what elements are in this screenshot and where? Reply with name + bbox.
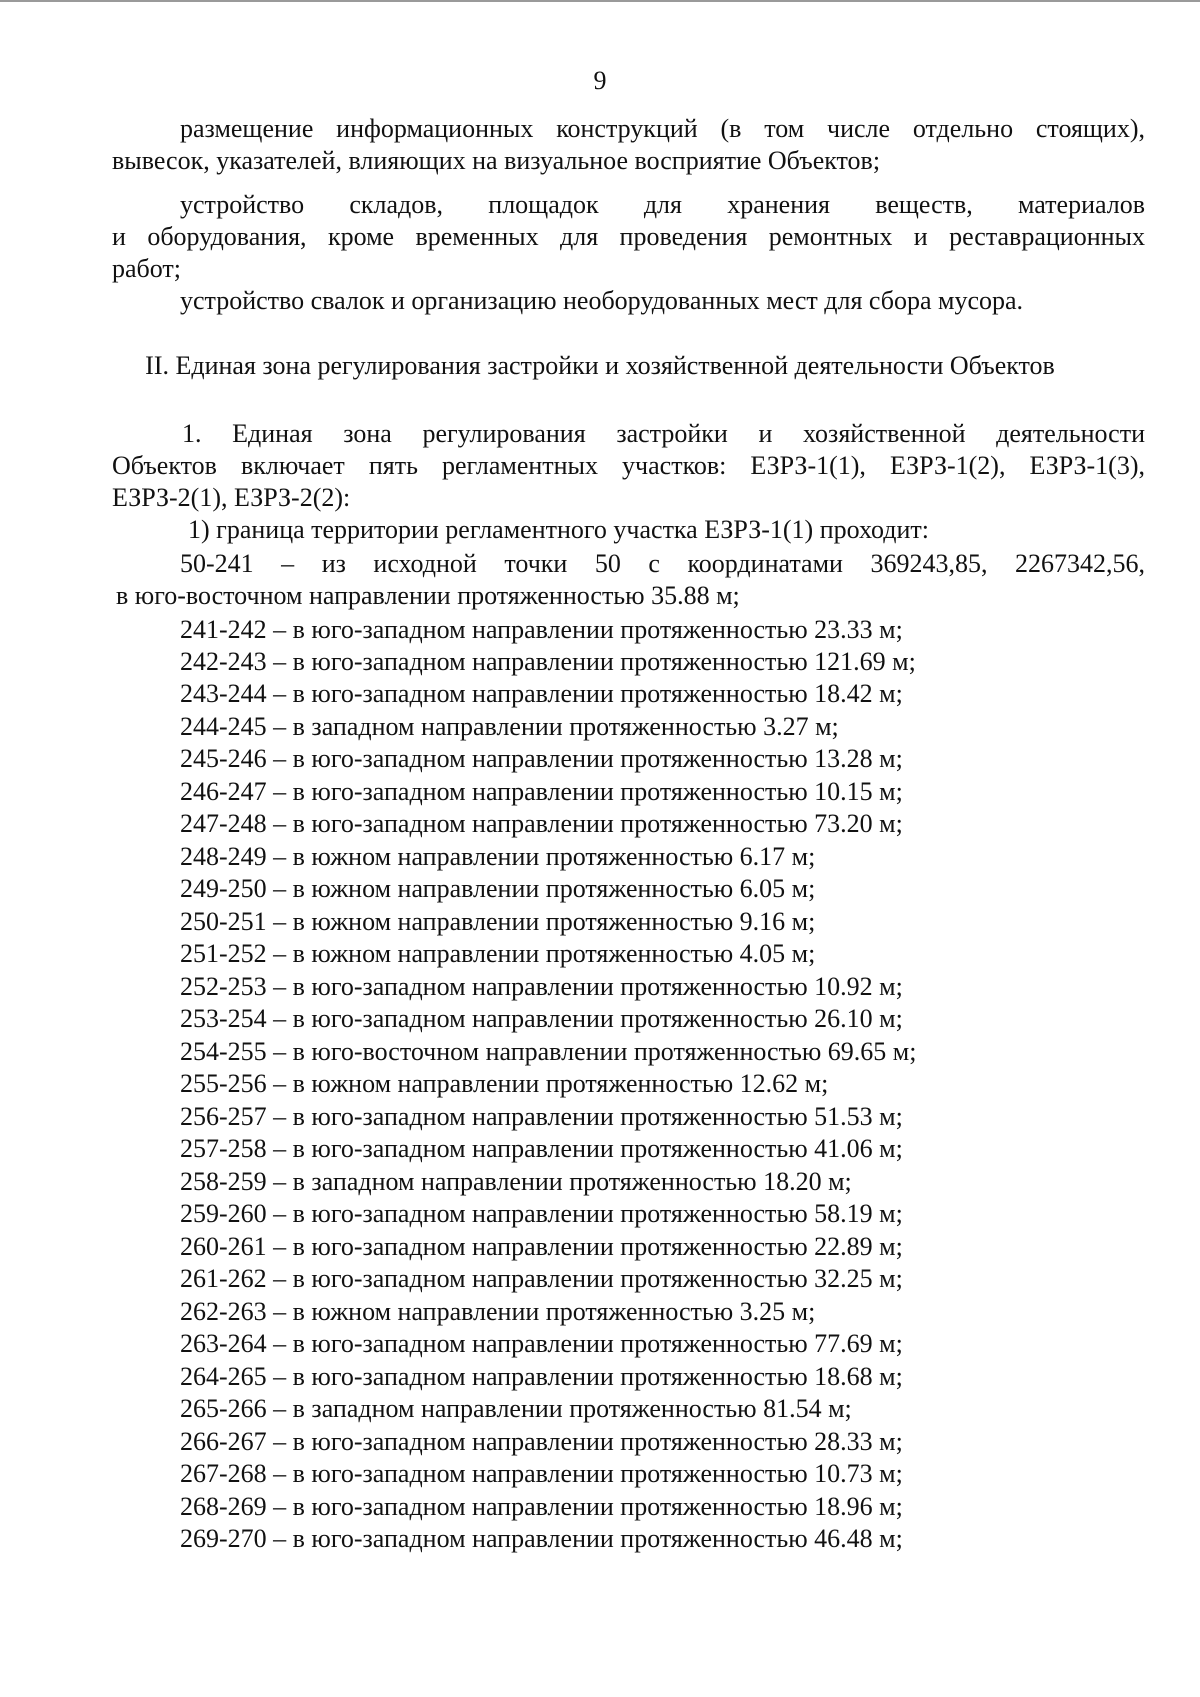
segment-line: 258-259 – в западном направлении протяженностью 18.20 м; — [180, 1167, 852, 1196]
segment-line: 255-256 – в южном направлении протяженностью 12.62 м; — [180, 1069, 829, 1098]
segment-line: 269-270 – в юго-западном направлении протяженностью 46.48 м; — [180, 1524, 903, 1553]
segment-line: 244-245 – в западном направлении протяженностью 3.27 м; — [180, 712, 839, 741]
segment-line: 268-269 – в юго-западном направлении протяженностью 18.96 м; — [180, 1492, 903, 1521]
intro-line: размещение информационных конструкций (в том числе отдельно стоящих), — [180, 114, 1145, 143]
segment-line: 252-253 – в юго-западном направлении протяженностью 10.92 м; — [180, 972, 903, 1001]
segment-line: 260-261 – в юго-западном направлении протяженностью 22.89 м; — [180, 1232, 903, 1261]
segment-line: 250-251 – в южном направлении протяженностью 9.16 м; — [180, 907, 816, 936]
segment-line: 245-246 – в юго-западном направлении протяженностью 13.28 м; — [180, 744, 903, 773]
intro-line: и оборудования, кроме временных для проведения ремонтных и реставрационных — [112, 222, 1145, 251]
page-number: 9 — [593, 66, 607, 95]
section-heading: II. Единая зона регулирования застройки и хозяйственной деятельности Объектов — [145, 351, 1055, 380]
segment-line: 241-242 – в юго-западном направлении протяженностью 23.33 м; — [180, 615, 903, 644]
segment-line: 242-243 – в юго-западном направлении протяженностью 121.69 м; — [180, 647, 916, 676]
paragraph-line: 1. Единая зона регулирования застройки и хозяйственной деятельности — [182, 419, 1145, 448]
paragraph-line: 50-241 – из исходной точки 50 с координатами 369243,85, 2267342,56, — [180, 549, 1145, 578]
segment-line: 251-252 – в южном направлении протяженностью 4.05 м; — [180, 939, 816, 968]
paragraph-line: в юго-восточном направлении протяженностью 35.88 м; — [116, 581, 740, 610]
segment-line: 262-263 – в южном направлении протяженностью 3.25 м; — [180, 1297, 816, 1326]
segment-line: 247-248 – в юго-западном направлении протяженностью 73.20 м; — [180, 809, 903, 838]
segment-line: 259-260 – в юго-западном направлении протяженностью 58.19 м; — [180, 1199, 903, 1228]
intro-line: работ; — [112, 254, 182, 283]
segment-line: 256-257 – в юго-западном направлении протяженностью 51.53 м; — [180, 1102, 903, 1131]
paragraph-line: Объектов включает пять регламентных участков: ЕЗРЗ-1(1), ЕЗРЗ-1(2), ЕЗРЗ-1(3), — [112, 451, 1145, 480]
scan-edge-line — [0, 0, 1200, 2]
intro-line: устройство свалок и организацию необорудованных мест для сбора мусора. — [180, 286, 1024, 315]
segment-line: 254-255 – в юго-восточном направлении протяженностью 69.65 м; — [180, 1037, 917, 1066]
segment-line: 257-258 – в юго-западном направлении протяженностью 41.06 м; — [180, 1134, 903, 1163]
segment-line: 263-264 – в юго-западном направлении протяженностью 77.69 м; — [180, 1329, 903, 1358]
segment-line: 249-250 – в южном направлении протяженностью 6.05 м; — [180, 874, 816, 903]
segment-line: 253-254 – в юго-западном направлении протяженностью 26.10 м; — [180, 1004, 903, 1033]
segment-line: 243-244 – в юго-западном направлении протяженностью 18.42 м; — [180, 679, 903, 708]
segment-line: 267-268 – в юго-западном направлении протяженностью 10.73 м; — [180, 1459, 903, 1488]
segment-line: 264-265 – в юго-западном направлении протяженностью 18.68 м; — [180, 1362, 903, 1391]
intro-line: устройство складов, площадок для хранения веществ, материалов — [180, 190, 1145, 219]
paragraph-line: ЕЗРЗ-2(1), ЕЗРЗ-2(2): — [112, 483, 351, 512]
paragraph-line: 1) граница территории регламентного участка ЕЗРЗ-1(1) проходит: — [188, 515, 929, 544]
intro-line: вывесок, указателей, влияющих на визуальное восприятие Объектов; — [112, 146, 881, 175]
segment-line: 261-262 – в юго-западном направлении протяженностью 32.25 м; — [180, 1264, 903, 1293]
segment-line: 246-247 – в юго-западном направлении протяженностью 10.15 м; — [180, 777, 903, 806]
segment-line: 266-267 – в юго-западном направлении протяженностью 28.33 м; — [180, 1427, 903, 1456]
segment-line: 265-266 – в западном направлении протяженностью 81.54 м; — [180, 1394, 852, 1423]
segment-line: 248-249 – в южном направлении протяженностью 6.17 м; — [180, 842, 816, 871]
